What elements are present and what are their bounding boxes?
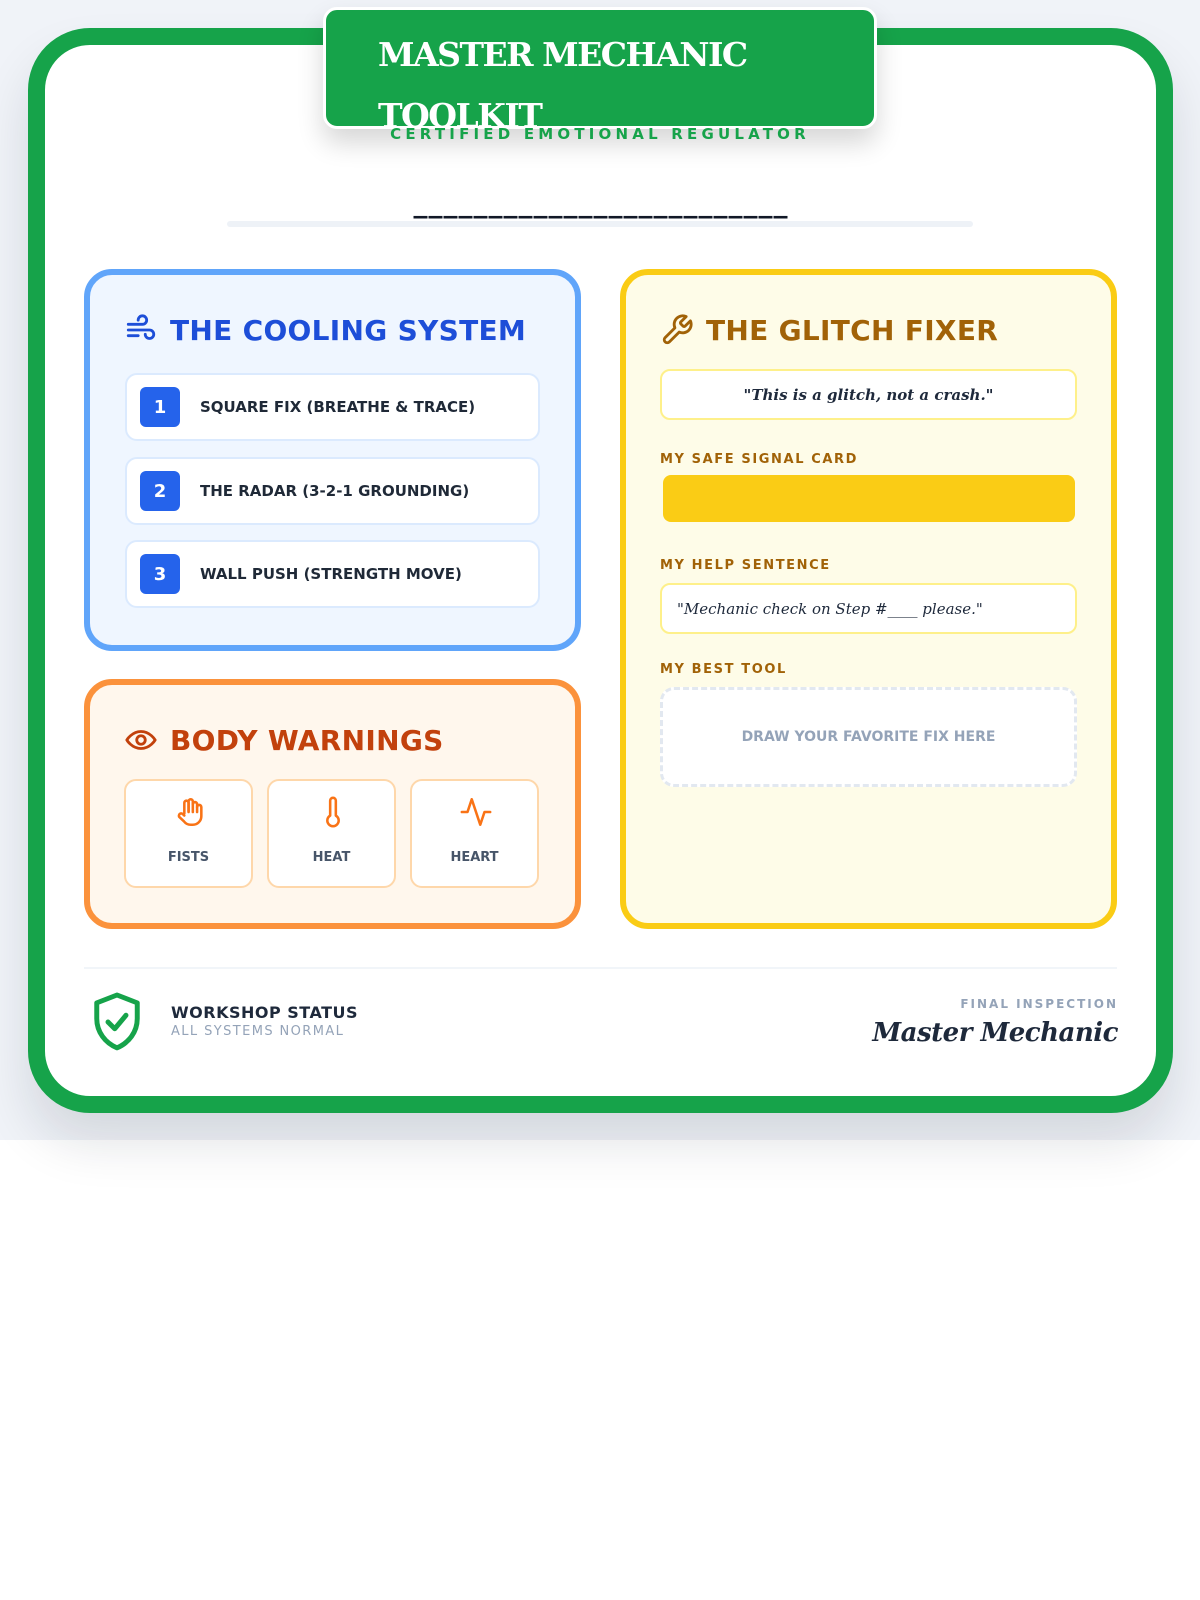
step-label: WALL PUSH (STRENGTH MOVE) [200,565,462,583]
signature: Master Mechanic [872,1018,1118,1048]
step-number-badge: 2 [140,471,180,511]
cooling-step-2[interactable] [125,457,540,525]
shield-check-icon [90,990,144,1054]
eye-icon [124,723,158,757]
best-tool-drawing-area[interactable] [660,687,1077,787]
glitch-fixer-header [660,313,998,347]
heartbeat-icon [459,795,493,829]
name-underline [227,221,973,227]
workshop-status-subtitle: ALL SYSTEMS NORMAL [171,1024,345,1039]
help-sentence-label: MY HELP SENTENCE [660,558,831,573]
hand-icon [173,795,207,829]
step-label: SQUARE FIX (BREATHE & TRACE) [200,398,476,416]
cooling-system-title: THE COOLING SYSTEM [170,313,527,347]
workshop-status-title: WORKSHOP STATUS [171,1003,359,1022]
warning-fists[interactable] [124,779,253,888]
final-inspection-label: FINAL INSPECTION [960,997,1118,1011]
cooling-system-panel [84,269,581,651]
drawing-placeholder: DRAW YOUR FAVORITE FIX HERE [741,729,996,745]
subtitle: CERTIFIED EMOTIONAL REGULATOR [390,125,810,143]
glitch-fixer-panel [620,269,1117,929]
step-number-badge: 1 [140,387,180,427]
warning-label: FISTS [167,850,210,865]
body-warnings-header [124,723,444,757]
wind-icon [124,313,158,347]
glitch-quote: "This is a glitch, not a crash." [660,369,1077,420]
body-warnings-title: BODY WARNINGS [170,723,444,757]
warning-heat[interactable] [267,779,396,888]
title-line-1: MASTER MECHANIC [378,35,747,74]
wrench-icon [660,313,694,347]
step-number-badge: 3 [140,554,180,594]
warning-heart[interactable] [410,779,539,888]
title-line-2: TOOLKIT [378,96,542,135]
cooling-step-3[interactable] [125,540,540,608]
name-blank[interactable]: _________________________ [413,186,789,219]
body-warnings-panel [84,679,581,929]
safe-signal-label: MY SAFE SIGNAL CARD [660,452,859,467]
safe-signal-card[interactable] [663,475,1075,522]
footer-divider [84,967,1117,969]
cooling-system-header [124,313,526,347]
warning-label: HEAT [312,850,351,865]
cooling-step-1[interactable] [125,373,540,441]
best-tool-label: MY BEST TOOL [660,662,787,677]
thermometer-icon [316,795,350,829]
warning-label: HEART [450,850,499,865]
help-sentence-field[interactable]: "Mechanic check on Step #____ please." [660,583,1077,634]
glitch-fixer-title: THE GLITCH FIXER [706,313,999,347]
step-label: THE RADAR (3-2-1 GROUNDING) [200,482,470,500]
